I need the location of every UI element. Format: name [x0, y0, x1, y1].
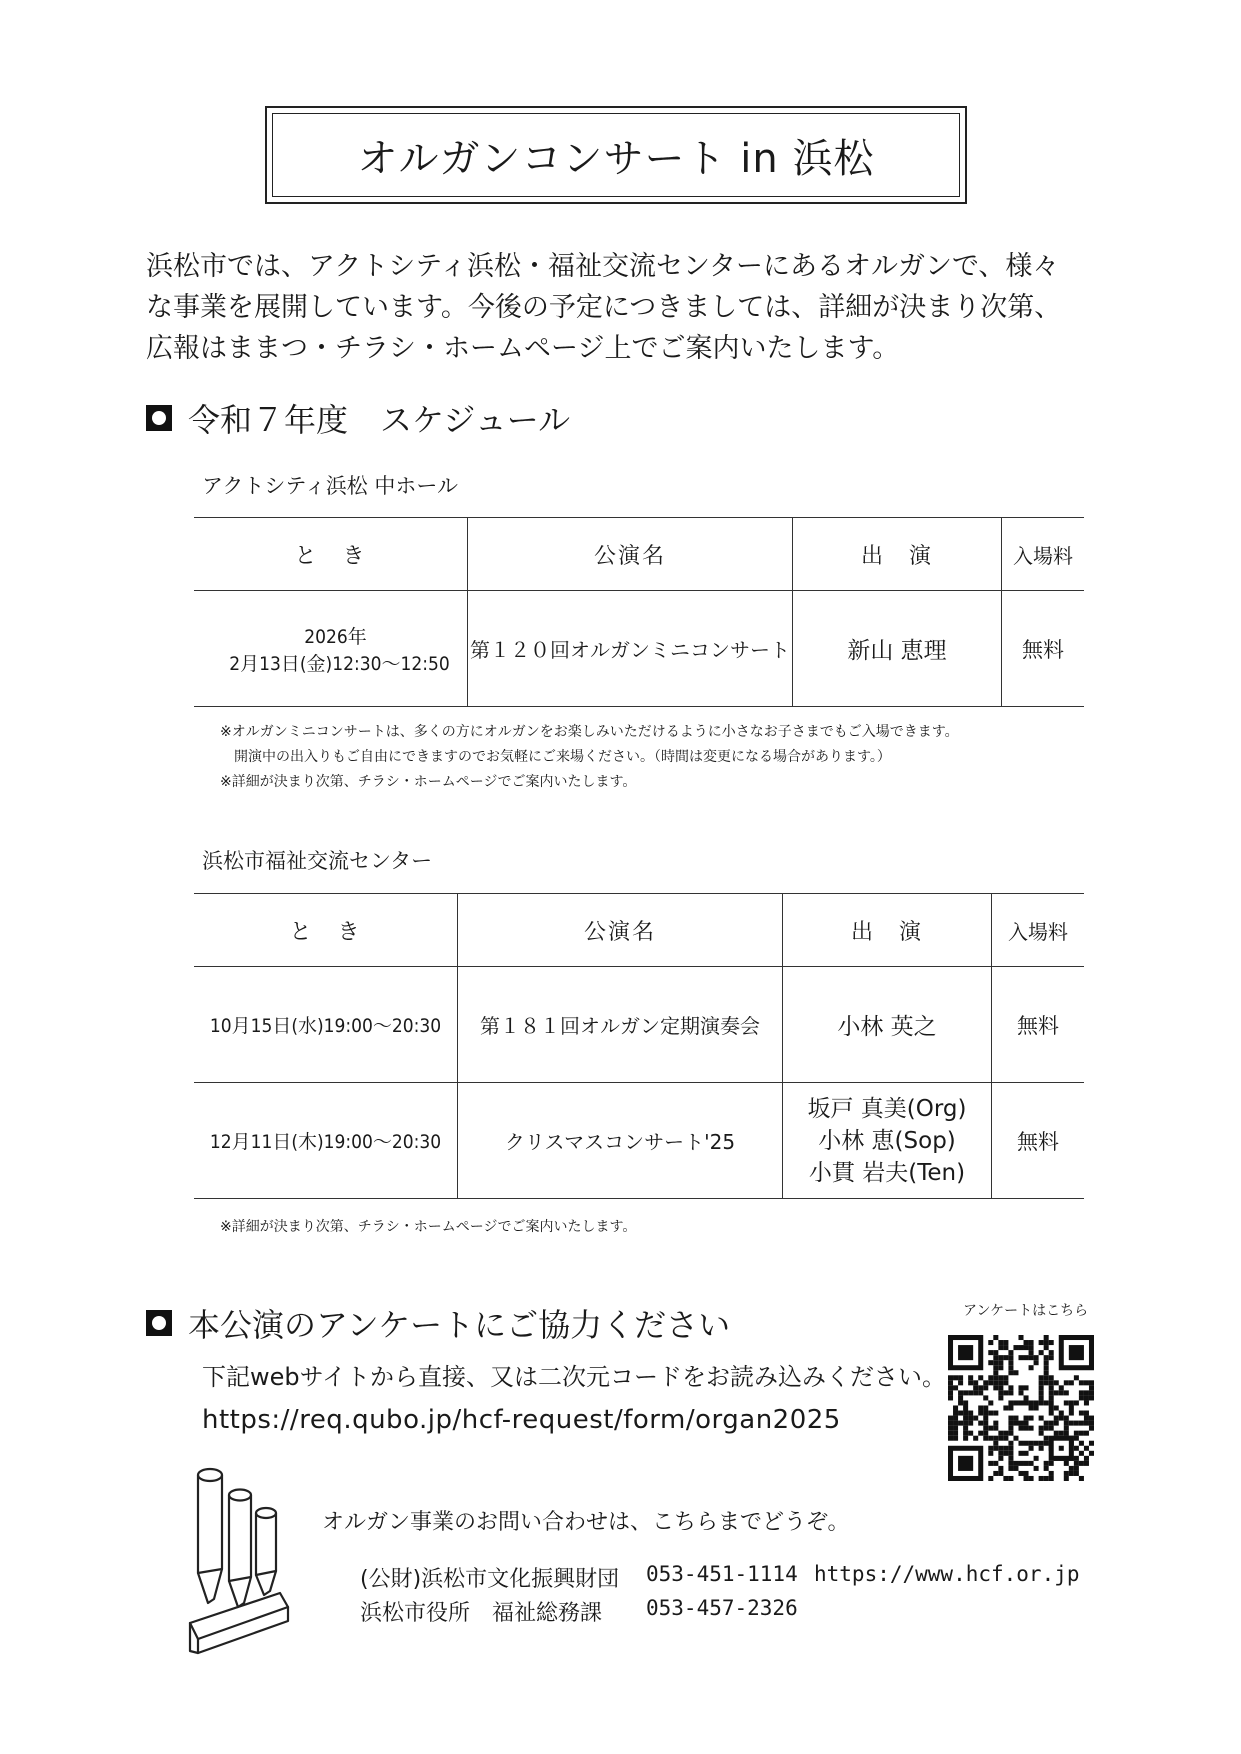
venue1-notes: [220, 720, 959, 795]
title-frame: [265, 106, 967, 204]
circle-in-square-icon: [146, 405, 172, 431]
fee: 無料: [992, 1083, 1085, 1199]
header-date: と き: [294, 543, 367, 569]
note-line: ※詳細が決まり次第、チラシ・ホームページでご案内いたします。: [220, 774, 637, 790]
header-name: 公演名: [458, 894, 783, 967]
performer: 小林 英之: [783, 967, 992, 1083]
header-name: 公演名: [468, 518, 793, 591]
table-header-row: [194, 894, 1084, 967]
table-header-row: [194, 518, 1084, 591]
performer: 小林 恵(Sop): [818, 1127, 956, 1154]
venue2-note: ※詳細が決まり次第、チラシ・ホームページでご案内いたします。: [220, 1219, 637, 1235]
contact-org: (公財)浜松市文化振興財団: [360, 1567, 620, 1592]
contact-website-link[interactable]: https://www.hcf.or.jp: [814, 1562, 1080, 1586]
intro-line: 広報はままつ・チラシ・ホームページ上でご案内いたします。: [146, 333, 900, 364]
survey-heading: [146, 1300, 730, 1346]
venue-label: アクトシティ浜松 中ホール: [202, 474, 458, 498]
date-year: 2026年: [304, 625, 367, 648]
schedule-heading: [146, 395, 570, 441]
contact-phone[interactable]: 053-451-1114: [646, 1562, 798, 1586]
survey-instructions: 下記webサイトから直接、又は二次元コードをお読み込みください。: [202, 1363, 946, 1391]
note-line: ※オルガンミニコンサートは、多くの方にオルガンをお楽しみいただけるように小さなお子さまでもご入場できます。: [220, 724, 959, 740]
qr-code-icon[interactable]: [948, 1335, 1094, 1481]
contact-phone[interactable]: 053-457-2326: [646, 1596, 798, 1620]
intro-paragraph: [146, 246, 1096, 369]
survey-url-link[interactable]: https://req.qubo.jp/hcf-request/form/organ2025: [202, 1405, 841, 1435]
table-row: [194, 967, 1084, 1083]
contact-lead: オルガン事業のお問い合わせは、こちらまでどうぞ。: [322, 1510, 850, 1535]
survey-heading-text: 本公演のアンケートにご協力ください: [188, 1306, 731, 1344]
table-row: [194, 1083, 1084, 1199]
contact-row-foundation: [360, 1562, 1080, 1593]
header-performer: 出 演: [793, 518, 1002, 591]
fee: 無料: [1002, 591, 1085, 707]
schedule-table-act-city: [194, 517, 1084, 707]
circle-in-square-icon: [146, 1310, 172, 1336]
schedule-heading-text: 令和７年度 スケジュール: [188, 401, 571, 439]
intro-line: な事業を展開しています。今後の予定につきましては、詳細が決まり次第、: [146, 292, 1062, 323]
date-cell: [194, 591, 468, 707]
intro-line: 浜松市では、アクトシティ浜松・福祉交流センターにあるオルガンで、様々: [146, 251, 1060, 282]
fee: 無料: [992, 967, 1085, 1083]
header-fee: 入場料: [1002, 518, 1085, 591]
organ-pipes-icon: [184, 1463, 294, 1663]
concert-name: 第１８１回オルガン定期演奏会: [458, 967, 783, 1083]
performer-list: [783, 1083, 992, 1199]
header-fee: 入場料: [992, 894, 1085, 967]
concert-name: 第１２０回オルガンミニコンサート: [468, 591, 793, 707]
date-cell: 12月11日(木)19:00～20:30: [209, 1131, 442, 1153]
performer: 小貫 岩夫(Ten): [808, 1159, 966, 1186]
qr-label: アンケートはこちら: [963, 1303, 1089, 1319]
header-date: と き: [289, 919, 362, 945]
page-title: オルガンコンサート in 浜松: [357, 135, 875, 182]
performer: 新山 恵理: [793, 591, 1002, 707]
header-performer: 出 演: [783, 894, 992, 967]
date-cell: 10月15日(水)19:00～20:30: [209, 1015, 442, 1037]
schedule-table-welfare-center: [194, 893, 1084, 1199]
concert-name: クリスマスコンサート'25: [458, 1083, 783, 1199]
contact-org: 浜松市役所 福祉総務課: [360, 1601, 603, 1626]
note-line: 開演中の出入りもご自由にできますのでお気軽にご来場ください。（時間は変更になる場合があります。）: [220, 749, 891, 765]
date-time: 2月13日(金)12:30～12:50: [229, 652, 450, 675]
table-row: [194, 591, 1084, 707]
venue-label: 浜松市福祉交流センター: [202, 849, 433, 873]
performer: 坂戸 真美(Org): [807, 1095, 967, 1122]
contact-row-city: [360, 1596, 814, 1627]
